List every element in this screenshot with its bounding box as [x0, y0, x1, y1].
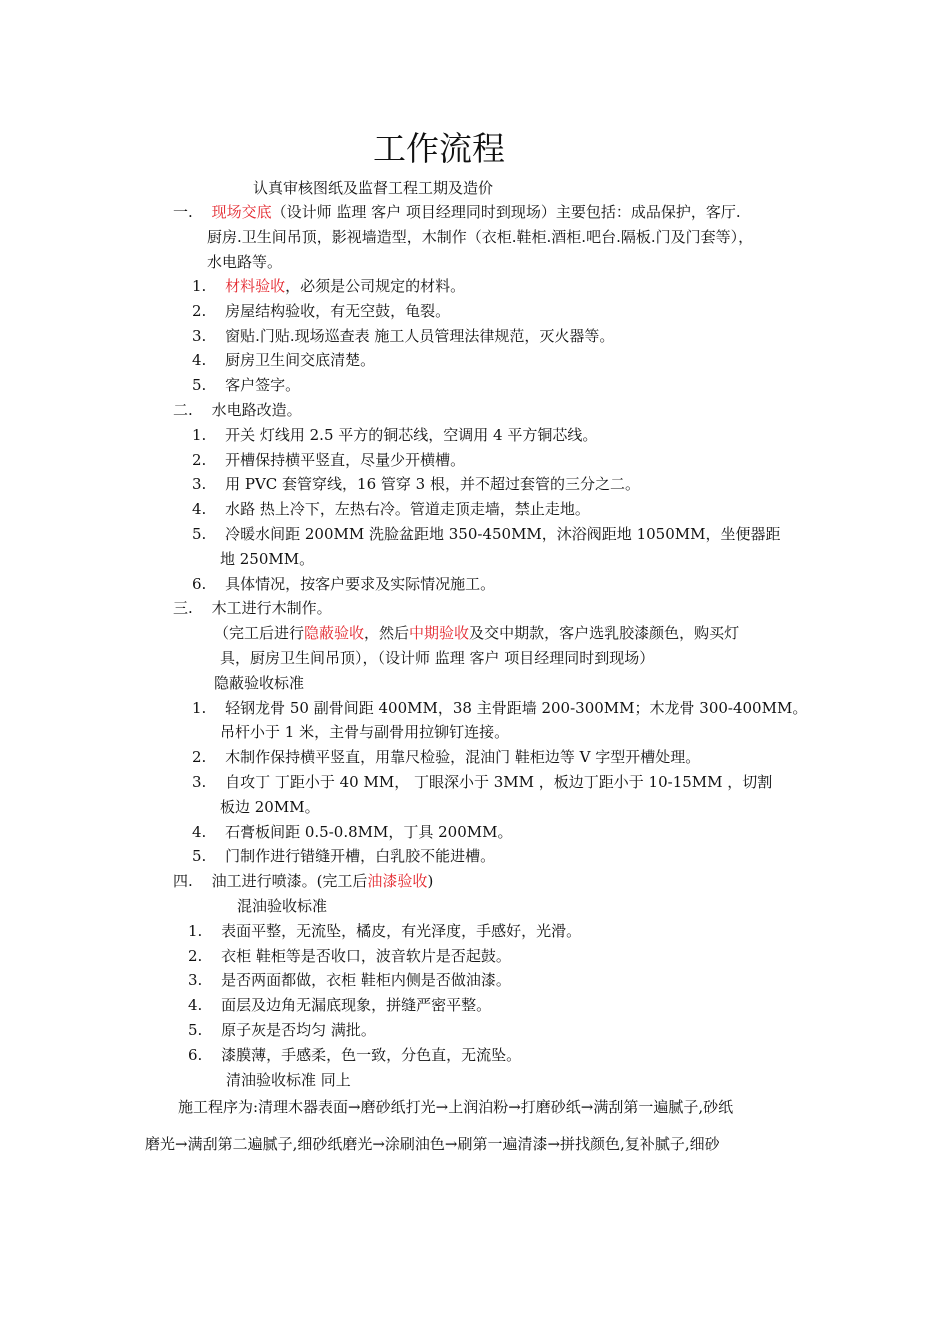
list-item: [188, 921, 581, 941]
item-number: 2.: [188, 947, 203, 965]
item-red-label: 材料验收: [225, 277, 286, 295]
item-number: 2.: [192, 451, 207, 469]
page-title: 工作流程: [373, 129, 505, 168]
paragraph-text: 及交中期款，客户选乳胶漆颜色，购买灯: [469, 624, 740, 642]
procedure-line-2: 磨光→满刮第二遍腻子,细砂纸磨光→涂刷油色→刷第一遍清漆→拼找颜色,复补腻子,细砂: [145, 1135, 720, 1153]
item-text: 石膏板间距 0.5-0.8MM，丁具 200MM。: [225, 823, 513, 841]
item-number: 5.: [192, 376, 207, 394]
item-number: 4.: [192, 351, 207, 369]
list-item: [192, 450, 465, 470]
list-item: [188, 1045, 521, 1065]
list-item: [188, 995, 491, 1015]
item-text: 冷暖水间距 200MM 洗脸盆距地 350-450MM，沐浴阀距地 1050MM，坐便器距: [225, 525, 781, 543]
item-text: 开槽保持横平竖直，尽量少开横槽。: [225, 451, 466, 469]
section-3-paragraph: [214, 623, 739, 643]
section-1-red-label: 现场交底: [211, 203, 272, 221]
section-4-number: 四.: [173, 872, 193, 890]
item-text: 具体情况，按客户要求及实际情况施工。: [225, 575, 496, 593]
item-text: 是否两面都做，衣柜 鞋柜内侧是否做油漆。: [221, 971, 511, 989]
item-text-continued: 地 250MM。: [220, 550, 315, 568]
close-paren: ): [427, 872, 434, 890]
item-text: 漆膜薄，手感柔，色一致，分色直，无流坠。: [221, 1046, 522, 1064]
procedure-line-1: 施工程序为:清理木器表面→磨砂纸打光→上润泊粉→打磨砂纸→满刮第一遍腻子,砂纸: [178, 1098, 734, 1116]
item-text: 衣柜 鞋柜等是否收口，波音软片是否起鼓。: [221, 947, 511, 965]
list-item: [188, 1020, 376, 1040]
item-text: 面层及边角无漏底现象，拼缝严密平整。: [221, 996, 492, 1014]
item-text: 轻钢龙骨 50 副骨间距 400MM，38 主骨距墙 200-300MM；木龙骨 300-400MM。: [225, 699, 808, 717]
list-item: [192, 499, 590, 519]
section-2-heading: [173, 400, 302, 420]
section-4-text: 油工进行喷漆。(完工后: [211, 872, 368, 890]
item-text: 开关 灯线用 2.5 平方的铜芯线，空调用 4 平方铜芯线。: [225, 426, 598, 444]
section-1-text-2: 厨房.卫生间吊顶，影视墙造型，木制作（衣柜.鞋柜.酒柜.吧台.隔板.门及门套等），: [207, 228, 754, 246]
list-item: [192, 375, 300, 395]
subtitle: 认真审核图纸及监督工程工期及造价: [253, 179, 494, 197]
standard-heading: 隐蔽验收标准: [214, 674, 305, 692]
item-text: 用 PVC 套管穿线，16 管穿 3 根，并不超过套管的三分之二。: [225, 475, 640, 493]
list-item: [192, 822, 512, 842]
section-1-heading: [173, 202, 741, 222]
list-item: [192, 276, 465, 296]
item-number: 1.: [188, 922, 203, 940]
paragraph-text: ，然后: [364, 624, 410, 642]
item-number: 2.: [192, 302, 207, 320]
section-1-text-3: 水电路等。: [207, 253, 283, 271]
item-text: 自攻丁 丁距小于 40 MM， 丁眼深小于 3MM ，板边丁距小于 10-15MM ，切割: [225, 773, 773, 791]
item-number: 6.: [192, 575, 207, 593]
list-item: [192, 846, 495, 866]
item-text: 木制作保持横平竖直，用靠尺检验，混油门 鞋柜边等 V 字型开槽处理。: [225, 748, 701, 766]
section-3-text: 木工进行木制作。: [211, 599, 332, 617]
red-label-paint-inspection: 油漆验收: [367, 872, 428, 890]
item-text: 厨房卫生间交底清楚。: [225, 351, 376, 369]
list-item: [188, 946, 511, 966]
item-text: 窗贴.门贴.现场巡查表 施工人员管理法律规范，灭火器等。: [225, 327, 615, 345]
section-3-heading: [173, 598, 332, 618]
item-number: 3.: [192, 327, 207, 345]
item-number: 5.: [192, 847, 207, 865]
list-item: [192, 425, 597, 445]
item-number: 1.: [192, 699, 207, 717]
section-2-text: 水电路改造。: [211, 401, 302, 419]
list-item: [192, 326, 614, 346]
item-text: 原子灰是否均匀 满批。: [221, 1021, 376, 1039]
item-number: 5.: [192, 525, 207, 543]
section-3-number: 三.: [173, 599, 193, 617]
item-text-continued: 板边 20MM。: [220, 798, 320, 816]
item-text: 表面平整，无流坠，橘皮，有光泽度，手感好，光滑。: [221, 922, 582, 940]
section-1-text: （设计师 监理 客户 项目经理同时到现场）主要包括：成品保护，客厅.: [271, 203, 741, 221]
item-number: 2.: [192, 748, 207, 766]
item-text: 房屋结构验收，有无空鼓，龟裂。: [225, 302, 451, 320]
item-number: 1.: [192, 426, 207, 444]
paragraph-text: （完工后进行: [214, 624, 305, 642]
item-text: 门制作进行错缝开槽，白乳胶不能进槽。: [225, 847, 496, 865]
item-number: 4.: [192, 823, 207, 841]
item-text: 客户签字。: [225, 376, 301, 394]
item-number: 4.: [192, 500, 207, 518]
list-item: [192, 524, 780, 544]
section-4-heading: [173, 871, 433, 891]
item-number: 4.: [188, 996, 203, 1014]
list-item: [192, 747, 700, 767]
list-item: [192, 350, 375, 370]
item-number: 1.: [192, 277, 207, 295]
item-number: 5.: [188, 1021, 203, 1039]
item-number: 3.: [192, 475, 207, 493]
standard-heading-2: 清油验收标准 同上: [226, 1071, 351, 1089]
list-item: [192, 698, 807, 718]
item-number: 3.: [188, 971, 203, 989]
list-item: [192, 574, 495, 594]
list-item: [192, 301, 450, 321]
section-1-number: 一.: [173, 203, 193, 221]
list-item: [188, 970, 511, 990]
item-text: 水路 热上冷下，左热右冷。管道走顶走墙，禁止走地。: [225, 500, 590, 518]
list-item: [192, 772, 772, 792]
standard-heading: 混油验收标准: [237, 897, 328, 915]
red-label-hidden-inspection: 隐蔽验收: [304, 624, 365, 642]
item-number: 6.: [188, 1046, 203, 1064]
section-3-paragraph-2: 具，厨房卫生间吊顶），（设计师 监理 客户 项目经理同时到现场）: [220, 649, 655, 667]
red-label-mid-inspection: 中期验收: [409, 624, 470, 642]
section-2-number: 二.: [173, 401, 193, 419]
item-text: ，必须是公司规定的材料。: [285, 277, 466, 295]
item-text-continued: 吊杆小于 1 米，主骨与副骨用拉铆钉连接。: [220, 723, 510, 741]
item-number: 3.: [192, 773, 207, 791]
list-item: [192, 474, 640, 494]
